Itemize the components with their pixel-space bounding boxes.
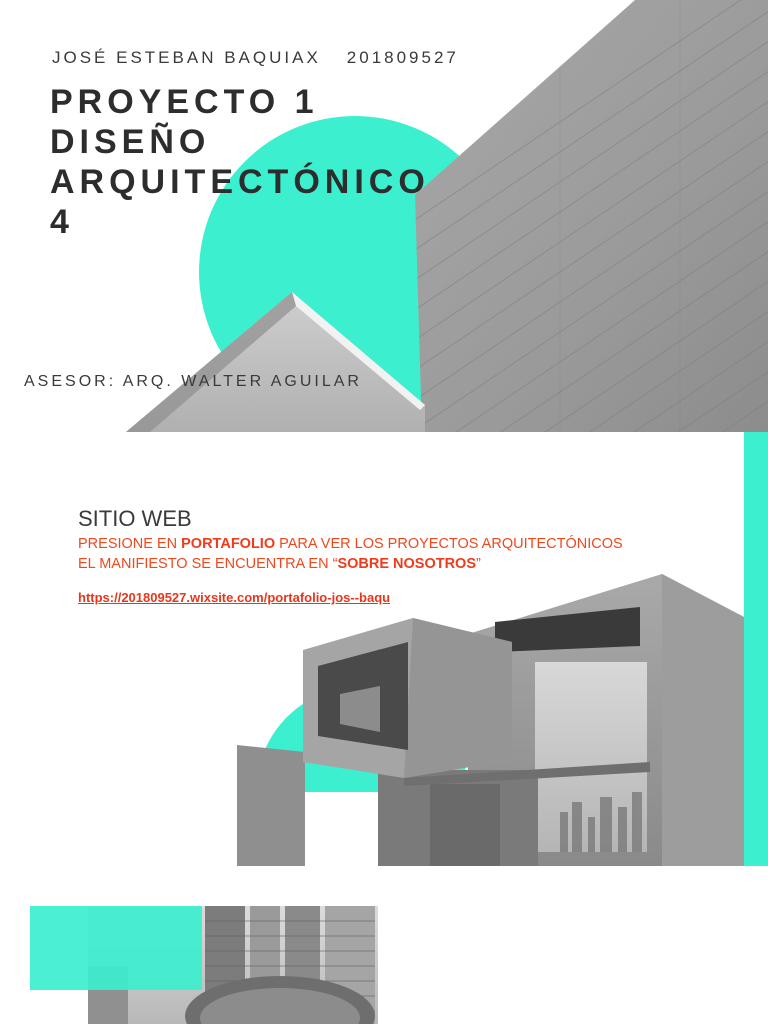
about-keyword: SOBRE NOSOTROS: [337, 556, 477, 572]
instruction-text: ”: [476, 556, 481, 572]
title-line: DISEÑO: [50, 123, 211, 161]
project-title: [50, 82, 510, 242]
author-line: [52, 48, 459, 68]
instruction-line-2: [78, 554, 623, 574]
title-line: ARQUITECTÓNICO: [50, 163, 430, 201]
house-image: [0, 432, 768, 866]
author-name: JOSÉ ESTEBAN BAQUIAX: [52, 48, 321, 67]
website-heading: SITIO WEB: [78, 506, 192, 531]
left-wall: [237, 745, 305, 866]
portfolio-keyword: PORTAFOLIO: [181, 536, 276, 552]
cover-slide: [0, 0, 768, 432]
title-line: 4: [50, 203, 74, 241]
instructions-text: [78, 534, 623, 574]
website-slide: [0, 432, 768, 866]
accent-bar: [744, 432, 768, 866]
instruction-text: PRESIONE EN: [78, 536, 182, 552]
student-id: 201809527: [346, 48, 459, 67]
website-link[interactable]: https://201809527.wixsite.com/portafolio-jos--baqu: [78, 590, 391, 605]
instruction-line-1: [78, 534, 623, 554]
third-slide: [0, 866, 768, 1024]
title-line: PROYECTO 1: [50, 83, 319, 121]
teal-block: [30, 906, 202, 990]
instruction-text: PARA VER LOS PROYECTOS ARQUITECTÓNICOS: [275, 536, 623, 552]
city-image: [0, 866, 768, 1024]
instruction-text: EL MANIFIESTO SE ENCUENTRA EN “: [78, 556, 338, 572]
advisor-text: ASESOR: ARQ. WALTER AGUILAR: [24, 373, 362, 390]
